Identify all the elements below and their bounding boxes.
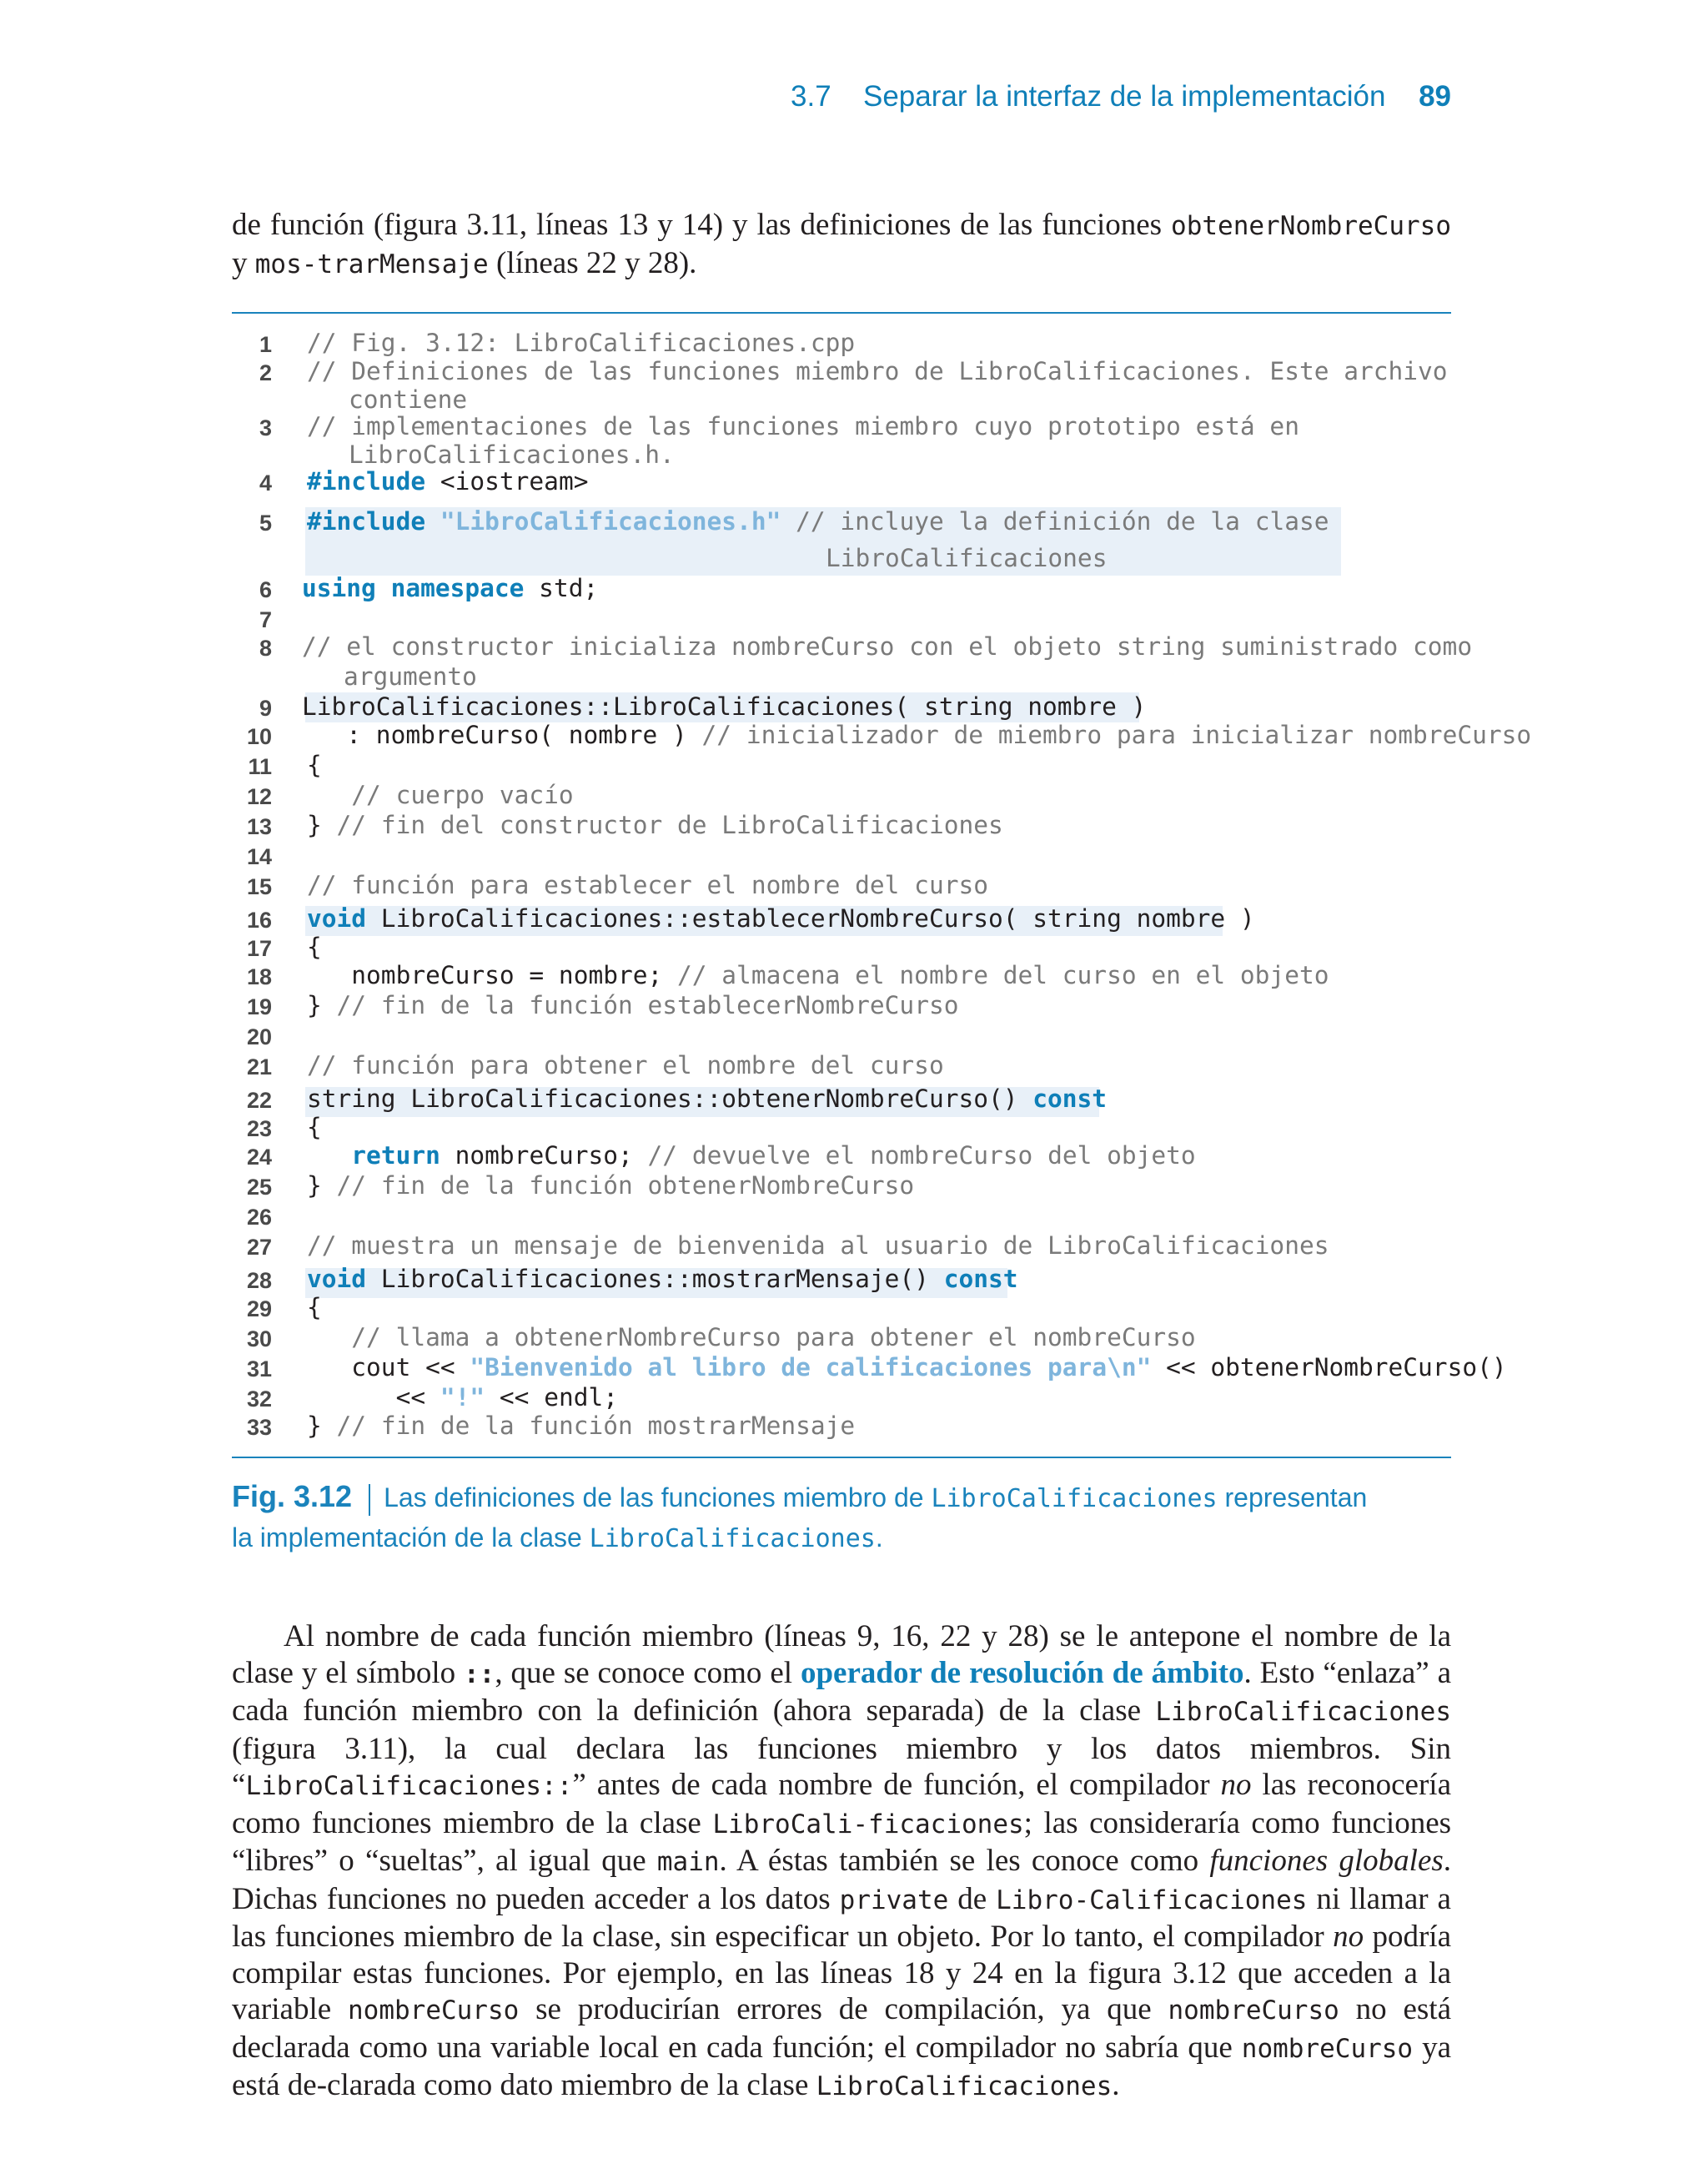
- code-comment: // Definiciones de las funciones miembro de LibroCalificaciones. Este archivo: [307, 357, 1448, 385]
- code-keyword: void: [307, 1265, 367, 1293]
- code-text: LibroCalificaciones::LibroCalificaciones( string nombre ): [302, 692, 1147, 721]
- line-number: 3: [259, 415, 272, 440]
- caption-line-1: [232, 1477, 1451, 1518]
- line-number: 25: [246, 1175, 272, 1200]
- line-number: 26: [246, 1205, 272, 1230]
- code-comment: // función para obtener el nombre del curso: [307, 1051, 944, 1079]
- body-text: de: [948, 1881, 997, 1916]
- caption-text: representan: [1217, 1482, 1368, 1512]
- line-number: 7: [259, 607, 272, 632]
- code-comment: // fin de la función establecerNombreCurso: [336, 991, 959, 1019]
- body-text: .: [1112, 2068, 1120, 2102]
- code-text: cout <<: [307, 1353, 470, 1381]
- code-line-16: [307, 904, 1255, 933]
- caption-text: la implementación de la clase: [232, 1522, 590, 1552]
- code-text: {: [307, 1113, 322, 1141]
- code-comment: // el constructor inicializa nombreCurso con el objeto string suministrado como: [302, 632, 1473, 661]
- line-number: 18: [246, 964, 272, 989]
- body-text: ” antes de cada nombre de función, el compilador: [572, 1768, 1221, 1802]
- code-line-27: [307, 1231, 1329, 1260]
- section-title: Separar la interfaz de la implementación: [863, 80, 1386, 113]
- code-line-24: [307, 1141, 1196, 1170]
- code-keyword: const: [1032, 1084, 1108, 1113]
- line-number: 9: [259, 696, 272, 721]
- intro-paragraph: [232, 207, 1451, 283]
- code-line-25: [307, 1171, 914, 1200]
- code-text: {: [307, 1293, 322, 1321]
- body-text: se producirían errores de compilación, ya que: [519, 1992, 1168, 2026]
- body-text: . A éstas también se les conoce como: [719, 1844, 1210, 1878]
- code-line-17: [307, 933, 322, 961]
- code-line-29: [307, 1293, 322, 1321]
- line-number: 30: [246, 1326, 272, 1351]
- code-comment: // cuerpo vacío: [307, 781, 574, 809]
- code-text: LibroCalificaciones::establecerNombreCurso( string nombre ): [366, 904, 1255, 933]
- body-paragraph: [232, 1618, 1451, 2106]
- running-head: [791, 80, 1454, 120]
- body-code: LibroCalificaciones: [816, 2071, 1113, 2101]
- code-comment: contiene: [349, 385, 468, 414]
- line-number: 31: [246, 1356, 272, 1381]
- line-number: 12: [246, 784, 272, 809]
- code-comment: LibroCalificaciones.h.: [349, 440, 675, 469]
- code-keyword: #include: [307, 467, 426, 496]
- code-string: "!": [440, 1383, 485, 1412]
- line-number: 13: [246, 814, 272, 839]
- intro-code: obtenerNombreCurso: [1171, 211, 1451, 241]
- code-text: <iostream>: [425, 467, 589, 496]
- figure-label: Fig. 3.12: [232, 1479, 353, 1513]
- code-bottom-rule: [232, 1457, 1451, 1458]
- code-line-15: [307, 871, 988, 899]
- code-comment: argumento: [344, 662, 477, 691]
- code-keyword: const: [943, 1265, 1018, 1293]
- body-text: (figura 3.11), la cual declara las funciones miembro y los datos miembros. Sin “: [232, 1731, 1451, 1802]
- code-line-18: [307, 961, 1329, 989]
- caption-divider: [369, 1484, 370, 1516]
- body-code: LibroCalificaciones::: [245, 1771, 573, 1801]
- code-text: }: [307, 1412, 337, 1440]
- body-text: ; las consideraría como funciones “libres” o “sueltas”, al igual que: [232, 1805, 1452, 1878]
- code-text: nombreCurso;: [440, 1141, 648, 1170]
- caption-text: Las definiciones de las funciones miembro de: [384, 1482, 932, 1512]
- figure-caption: [232, 1477, 1451, 1558]
- code-comment: // inicializador de miembro para inicializar nombreCurso: [701, 721, 1532, 749]
- line-number: 28: [246, 1268, 272, 1293]
- code-comment: // Fig. 3.12: LibroCalificaciones.cpp: [307, 329, 856, 357]
- line-number: 27: [246, 1235, 272, 1260]
- code-line-3: [307, 412, 1299, 440]
- code-line-3-cont: [349, 440, 675, 469]
- code-comment: // función para establecer el nombre del curso: [307, 871, 988, 899]
- code-text: }: [307, 991, 337, 1019]
- code-keyword: void: [307, 904, 367, 933]
- intro-text: (líneas 22 y 28).: [488, 245, 697, 280]
- key-term: operador de resolución de ámbito: [800, 1655, 1244, 1690]
- caption-code: LibroCalificaciones: [589, 1524, 876, 1553]
- code-text: [307, 1141, 351, 1170]
- code-comment: // almacena el nombre del curso en el objeto: [677, 961, 1329, 989]
- caption-code: LibroCalificaciones: [931, 1484, 1218, 1513]
- code-line-19: [307, 991, 958, 1019]
- code-line-12: [307, 781, 574, 809]
- line-number: 11: [248, 754, 272, 779]
- code-keyword: #include: [307, 507, 426, 536]
- line-number: 6: [259, 577, 272, 602]
- code-text: LibroCalificaciones::mostrarMensaje(): [366, 1265, 944, 1293]
- body-text: ya está de-clarada como dato miembro de la clase: [232, 2030, 1451, 2102]
- section-number: 3.7: [791, 80, 831, 113]
- code-line-21: [307, 1051, 944, 1079]
- code-line-4: [307, 467, 588, 496]
- page-number: 89: [1419, 80, 1451, 113]
- code-text: nombreCurso = nombre;: [307, 961, 678, 989]
- body-text: Al nombre de cada función miembro (líneas 9, 16, 22 y 28) se le antepone el nombre de la clase y el símbolo: [232, 1619, 1451, 1690]
- code-line-22: [307, 1084, 1107, 1113]
- code-line-9: [302, 692, 1146, 721]
- code-line-23: [307, 1113, 322, 1141]
- line-number: 29: [246, 1296, 272, 1321]
- line-number: 23: [246, 1116, 272, 1141]
- body-text: . Dichas funciones no pueden acceder a los datos: [232, 1844, 1452, 1916]
- code-string: "LibroCalificaciones.h": [440, 507, 781, 536]
- code-line-32: [307, 1383, 618, 1412]
- code-line-30: [307, 1323, 1196, 1351]
- line-number: 14: [246, 844, 272, 869]
- code-top-rule: [232, 312, 1451, 314]
- body-emphasis: no: [1333, 1920, 1364, 1954]
- code-line-13: [307, 811, 1003, 839]
- code-line-28: [307, 1265, 1018, 1293]
- code-line-8-cont: [344, 662, 477, 691]
- line-number: 5: [259, 511, 272, 536]
- code-text: string LibroCalificaciones::obtenerNombreCurso(): [307, 1084, 1033, 1113]
- body-code: LibroCali-ficaciones: [712, 1809, 1024, 1839]
- intro-code: mos-trarMensaje: [254, 249, 489, 279]
- intro-text: de función (figura 3.11, líneas 13 y 14) y las definiciones de las funciones: [232, 208, 1172, 242]
- line-number: 19: [246, 994, 272, 1019]
- code-line-6: [302, 574, 598, 602]
- line-number: 8: [259, 636, 272, 661]
- body-emphasis: no: [1220, 1768, 1252, 1802]
- body-code: nombreCurso: [1168, 1995, 1339, 2026]
- line-number: 32: [246, 1386, 272, 1412]
- code-keyword: return: [351, 1141, 440, 1170]
- code-text: << obtenerNombreCurso(): [1151, 1353, 1507, 1381]
- code-line-10: [302, 721, 1531, 749]
- code-text: std;: [524, 574, 599, 602]
- line-number: 16: [246, 908, 272, 933]
- line-number: 17: [246, 936, 272, 961]
- line-number: 10: [246, 724, 272, 749]
- caption-text: .: [875, 1522, 883, 1552]
- code-text: <<: [307, 1383, 440, 1412]
- code-line-8: [302, 632, 1472, 661]
- line-number: 1: [259, 332, 272, 357]
- code-comment: LibroCalificaciones: [826, 544, 1108, 572]
- body-text: , que se conoce como el: [495, 1655, 801, 1690]
- code-text: {: [307, 751, 322, 779]
- code-line-1: [307, 329, 855, 357]
- line-number: 24: [246, 1145, 272, 1170]
- line-number: 22: [246, 1088, 272, 1113]
- line-number: 15: [246, 874, 272, 899]
- intro-text: y: [232, 245, 255, 280]
- code-line-2-cont: [349, 385, 467, 414]
- body-text: las reconocería como funciones miembro de la clase: [232, 1768, 1451, 1840]
- code-comment: // devuelve el nombreCurso del objeto: [647, 1141, 1196, 1170]
- body-code: nombreCurso: [1241, 2033, 1414, 2064]
- line-number: 4: [259, 471, 272, 496]
- code-line-33: [307, 1412, 855, 1440]
- code-keyword: using namespace: [302, 574, 525, 602]
- code-comment: // fin del constructor de LibroCalificaciones: [336, 811, 1003, 839]
- code-text: << endl;: [485, 1383, 619, 1412]
- body-code: nombreCurso: [348, 1995, 520, 2026]
- line-number: 33: [246, 1415, 272, 1440]
- body-code: main: [656, 1847, 720, 1877]
- body-code: private: [839, 1885, 949, 1915]
- code-line-31: [307, 1353, 1507, 1381]
- code-text: }: [307, 1171, 337, 1200]
- line-number: 20: [246, 1024, 272, 1049]
- body-text: . Esto “enlaza” a cada función miembro con la definición (ahora separada) de la clase: [232, 1655, 1452, 1728]
- code-comment: // fin de la función mostrarMensaje: [336, 1412, 856, 1440]
- code-comment: // fin de la función obtenerNombreCurso: [336, 1171, 915, 1200]
- code-text: : nombreCurso( nombre ): [302, 721, 702, 749]
- body-code: Libro-Calificaciones: [996, 1885, 1308, 1915]
- code-line-5-cont: [826, 544, 1107, 572]
- code-comment: // incluye la definición de la clase: [796, 507, 1329, 536]
- code-comment: // llama a obtenerNombreCurso para obtener el nombreCurso: [307, 1323, 1196, 1351]
- code-line-5: [307, 507, 1329, 536]
- body-text: no está declarada como una variable local en cada función; el compilador no sabría que: [232, 1992, 1452, 2065]
- code-comment: // implementaciones de las funciones miembro cuyo prototipo está en: [307, 412, 1299, 440]
- body-code: LibroCalificaciones: [1155, 1697, 1451, 1727]
- body-text: ni llamar a las funciones miembro de la clase, sin especificar un objeto. Por lo tanto, el compilador: [232, 1881, 1451, 1954]
- caption-line-2: [232, 1518, 1451, 1558]
- code-comment: // muestra un mensaje de bienvenida al usuario de LibroCalificaciones: [307, 1231, 1329, 1260]
- code-listing: [232, 329, 1532, 1447]
- code-string: "Bienvenido al libro de calificaciones para\n": [470, 1353, 1152, 1381]
- code-text: }: [307, 811, 337, 839]
- code-text: {: [307, 933, 322, 961]
- line-number: 2: [259, 360, 272, 385]
- body-text: podría compilar estas funciones. Por ejemplo, en las líneas 18 y 24 en la figura 3.12 que acceden a la variable: [232, 1920, 1451, 2026]
- line-number: 21: [246, 1054, 272, 1079]
- body-code: ::: [464, 1658, 495, 1689]
- code-line-2: [307, 357, 1448, 385]
- code-line-11: [307, 751, 322, 779]
- body-emphasis: funciones globales: [1209, 1844, 1444, 1878]
